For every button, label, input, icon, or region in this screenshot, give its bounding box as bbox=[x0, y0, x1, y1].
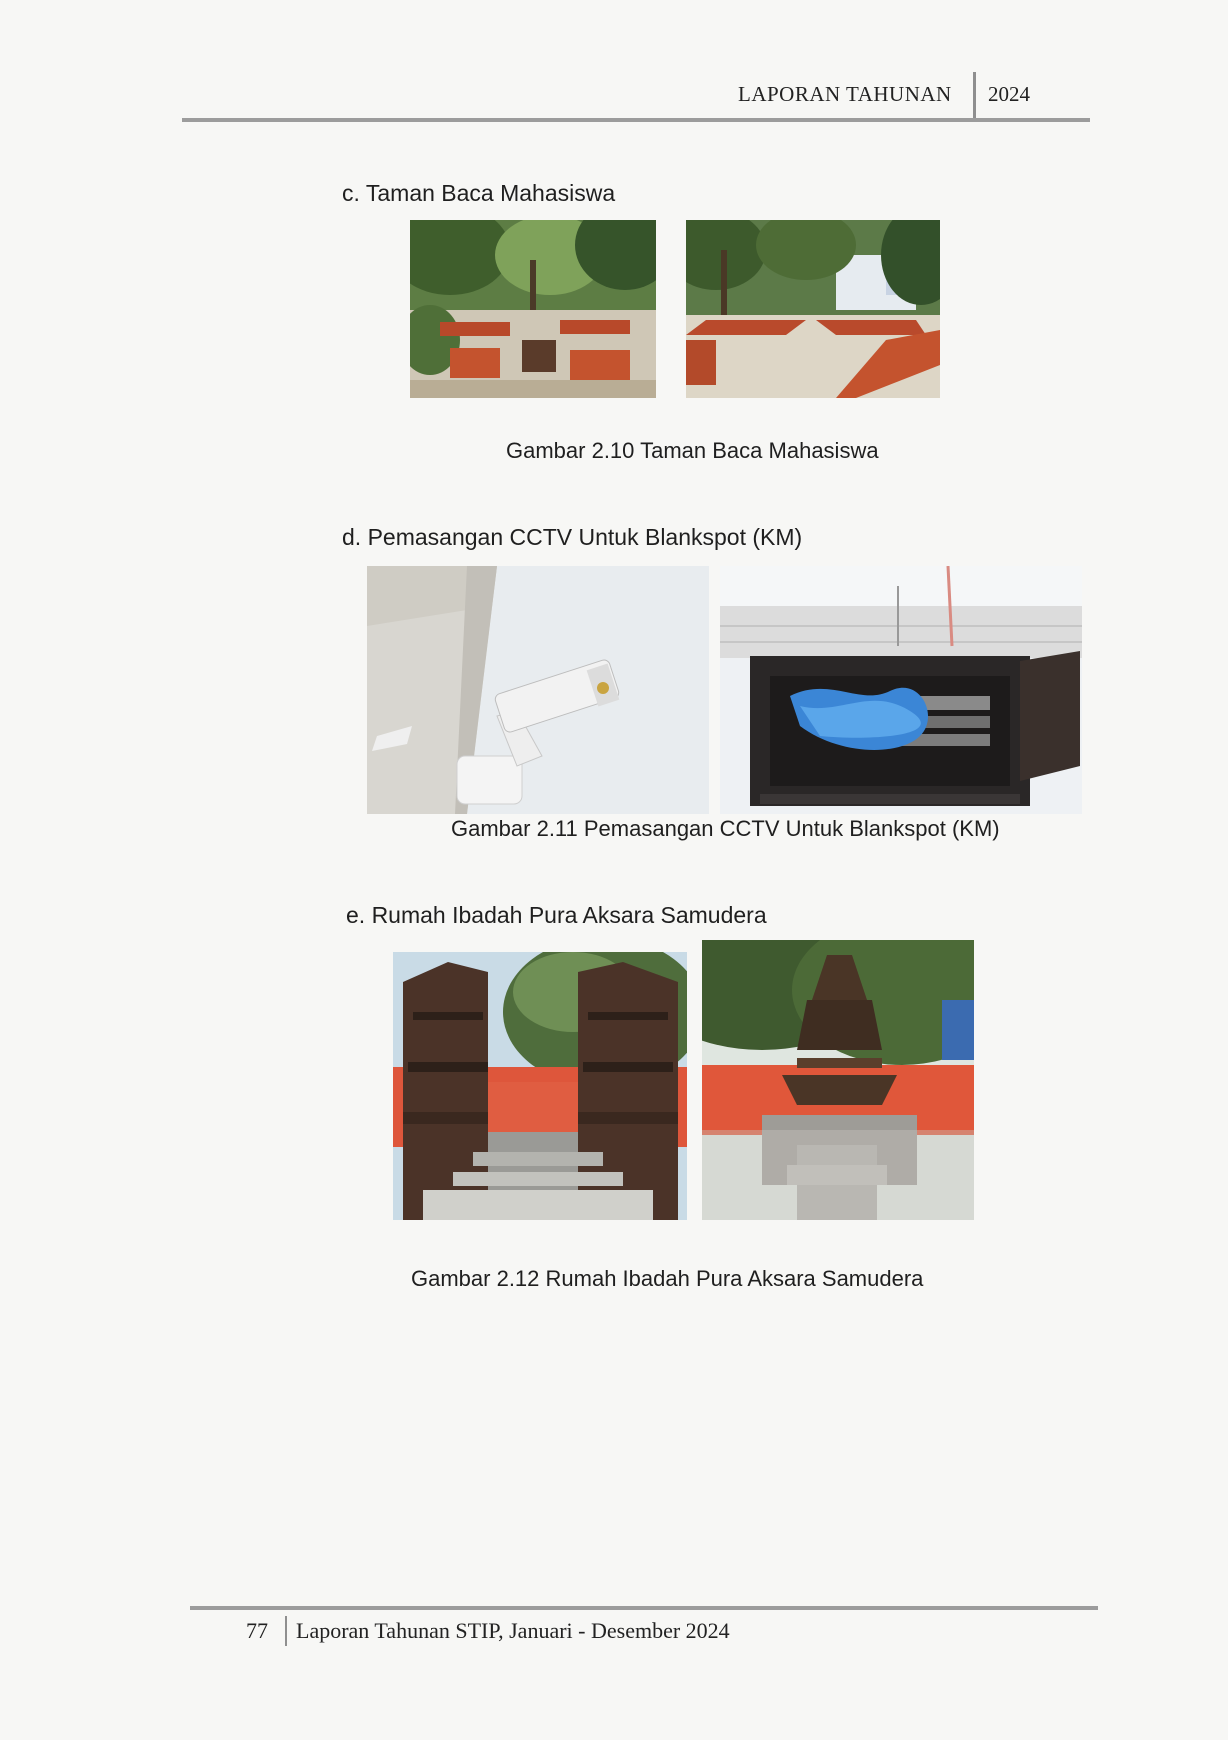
header-rule bbox=[182, 118, 1090, 122]
figure-caption-2-12: Gambar 2.12 Rumah Ibadah Pura Aksara Samudera bbox=[411, 1266, 924, 1291]
photo-pura-gate bbox=[393, 952, 687, 1220]
header-year: 2024 bbox=[988, 82, 1030, 106]
photo-cctv-network-cabinet bbox=[720, 566, 1082, 814]
figure-caption-2-10: Gambar 2.10 Taman Baca Mahasiswa bbox=[506, 438, 879, 463]
page-number: 77 bbox=[246, 1618, 268, 1643]
section-heading-cctv: d. Pemasangan CCTV Untuk Blankspot (KM) bbox=[342, 524, 803, 550]
footer-divider bbox=[285, 1616, 287, 1646]
section-heading-taman-baca: c. Taman Baca Mahasiswa bbox=[342, 180, 616, 206]
figure-caption-2-11: Gambar 2.11 Pemasangan CCTV Untuk Blankspot (KM) bbox=[451, 816, 1000, 841]
footer-text: Laporan Tahunan STIP, Januari - Desember 2024 bbox=[296, 1618, 730, 1643]
photo-pura-shrine bbox=[702, 940, 974, 1220]
header-divider bbox=[973, 72, 976, 122]
photo-cctv-camera bbox=[367, 566, 709, 814]
photo-taman-baca-1 bbox=[410, 220, 656, 398]
footer-rule bbox=[190, 1606, 1098, 1610]
photo-taman-baca-2 bbox=[686, 220, 940, 398]
section-heading-pura: e. Rumah Ibadah Pura Aksara Samudera bbox=[346, 902, 767, 928]
header-title: LAPORAN TAHUNAN bbox=[738, 82, 952, 106]
